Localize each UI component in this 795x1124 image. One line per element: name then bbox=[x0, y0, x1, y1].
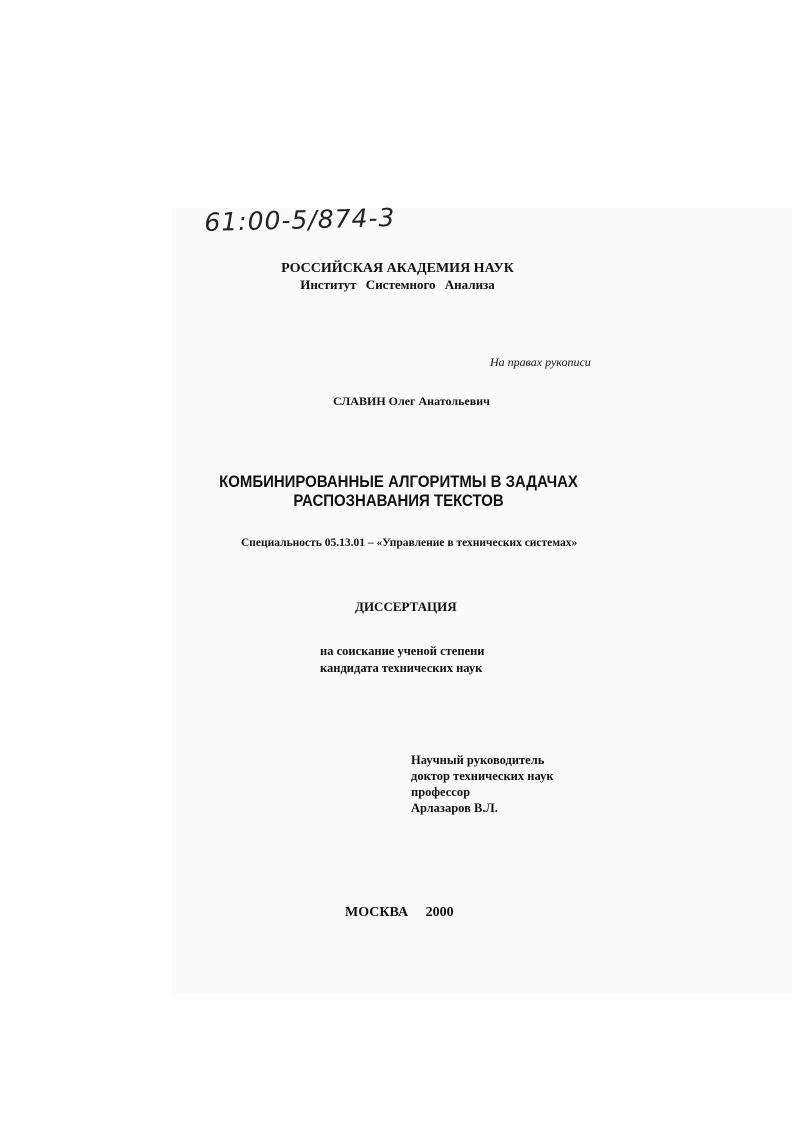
thesis-title-line-2: РАСПОЗНАВАНИЯ ТЕКСТОВ bbox=[293, 491, 504, 510]
document-type: ДИССЕРТАЦИЯ bbox=[355, 599, 457, 614]
year: 2000 bbox=[425, 905, 454, 920]
city-year bbox=[345, 905, 454, 921]
supervisor-role: Научный руководитель bbox=[411, 753, 545, 767]
academy-name: РОССИЙСКАЯ АКАДЕМИЯ НАУК bbox=[281, 261, 514, 276]
degree-line-1: на соискание ученой степени bbox=[320, 644, 485, 658]
supervisor-title: профессор bbox=[411, 785, 471, 799]
scanned-page-area bbox=[172, 208, 792, 994]
city: МОСКВА bbox=[345, 905, 409, 920]
institute-name: Институт Системного Анализа bbox=[300, 277, 495, 292]
supervisor-degree: доктор технических наук bbox=[411, 769, 554, 783]
supervisor-name: Арлазаров В.Л. bbox=[411, 801, 498, 815]
author-name: СЛАВИН Олег Анатольевич bbox=[333, 394, 490, 408]
specialty-line: Специальность 05.13.01 – «Управление в технических системах» bbox=[241, 537, 578, 549]
thesis-title-line-1: КОМБИНИРОВАННЫЕ АЛГОРИТМЫ В ЗАДАЧАХ bbox=[219, 472, 578, 491]
degree-line-2: кандидата технических наук bbox=[320, 661, 483, 675]
handwritten-catalog-code: 61:00-5/874-3 bbox=[204, 202, 396, 237]
manuscript-rights-note: На правах рукописи bbox=[490, 355, 591, 369]
